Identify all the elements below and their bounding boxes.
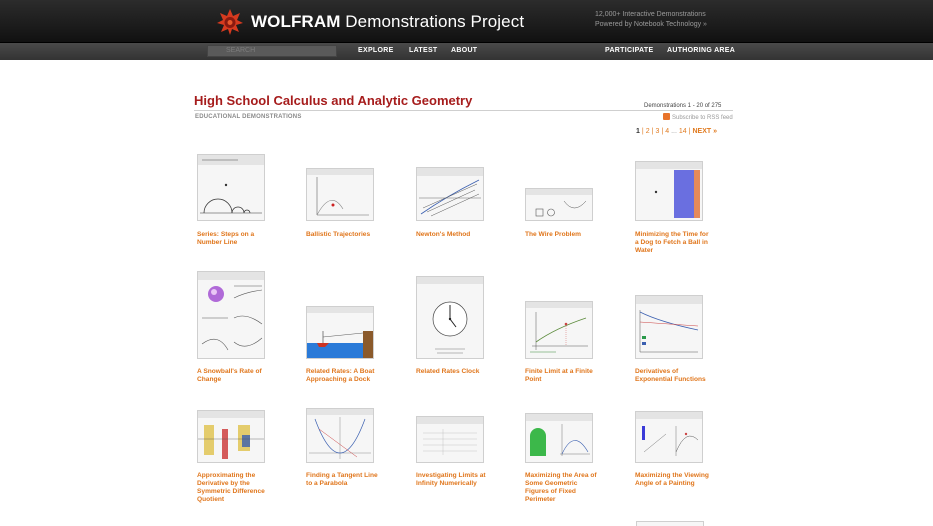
demo-title-link[interactable]: Minimizing the Time for a Dog to Fetch a Ball in Water xyxy=(635,231,709,254)
page-link[interactable]: 3 xyxy=(655,128,660,135)
demo-thumbnail[interactable] xyxy=(306,168,374,221)
rss-label: Subscribe to RSS feed xyxy=(672,115,733,121)
demo-title-link[interactable]: Series: Steps on a Number Line xyxy=(197,231,255,246)
nav-latest[interactable]: LATEST xyxy=(409,47,438,54)
demo-title-link[interactable]: Investigating Limits at Infinity Numerically xyxy=(416,472,486,487)
rss-link[interactable] xyxy=(663,113,733,121)
demo-title-link[interactable]: Finding a Tangent Line to a Parabola xyxy=(306,472,378,487)
site-brand-link[interactable]: WOLFRAM Demonstrations Project xyxy=(251,12,525,31)
site-header xyxy=(0,0,933,43)
page-link-last[interactable]: 14 xyxy=(678,128,687,135)
tagline-line-1: 12,000+ Interactive Demonstrations xyxy=(595,11,706,18)
demo-title-link[interactable]: Maximizing the Viewing Angle of a Painting xyxy=(635,472,709,487)
demo-thumbnail[interactable] xyxy=(635,411,703,463)
demo-thumbnail[interactable] xyxy=(306,306,374,359)
demo-title-link[interactable]: Finite Limit at a Finite Point xyxy=(525,368,593,383)
demo-title-link[interactable]: Related Rates: A Boat Approaching a Dock xyxy=(306,368,375,383)
main-navigation xyxy=(0,43,933,60)
nav-participate[interactable]: PARTICIPATE xyxy=(605,47,654,54)
demo-title-link[interactable]: The Wire Problem xyxy=(525,231,581,238)
page-ellipsis: ... xyxy=(671,128,677,135)
demo-title-link[interactable]: Approximating the Derivative by the Symmetric Difference Quotient xyxy=(197,472,265,503)
demo-title-link[interactable]: Newton's Method xyxy=(416,231,471,238)
nav-explore[interactable]: EXPLORE xyxy=(358,47,394,54)
header-tagline xyxy=(595,10,707,30)
page-subtitle: EDUCATIONAL DEMONSTRATIONS xyxy=(195,114,302,120)
demo-title-link[interactable]: Ballistic Trajectories xyxy=(306,231,371,238)
demo-thumbnail[interactable] xyxy=(636,521,704,526)
demo-title-link[interactable]: A Snowball's Rate of Change xyxy=(197,368,262,383)
demo-thumbnail[interactable] xyxy=(197,271,265,359)
notebook-technology-link[interactable]: Powered by Notebook Technology » xyxy=(595,21,707,28)
pagination: 1 | 2 | 3 | 4 ... 14 | NEXT » xyxy=(636,128,717,135)
demo-thumbnail[interactable] xyxy=(416,416,484,463)
demo-thumbnail[interactable] xyxy=(525,301,593,359)
page-link[interactable]: 2 xyxy=(645,128,650,135)
results-count: Demonstrations 1 - 20 of 275 xyxy=(644,103,722,109)
next-page-link[interactable]: NEXT » xyxy=(692,128,717,135)
demo-thumbnail[interactable] xyxy=(635,295,703,359)
title-divider xyxy=(194,110,733,111)
search-input[interactable]: SEARCH xyxy=(207,45,337,57)
demo-title-link[interactable]: Maximizing the Area of Some Geometric Figures of Fixed Perimeter xyxy=(525,472,597,503)
wolfram-spikey-logo-icon[interactable] xyxy=(216,8,244,36)
page-link[interactable]: 4 xyxy=(665,128,670,135)
page-current: 1 xyxy=(636,128,640,135)
demo-thumbnail[interactable] xyxy=(197,410,265,463)
demo-thumbnail[interactable] xyxy=(635,161,703,221)
demo-thumbnail[interactable] xyxy=(525,188,593,221)
demo-thumbnail[interactable] xyxy=(416,276,484,359)
demo-title-link[interactable]: Related Rates Clock xyxy=(416,368,480,375)
demo-title-link[interactable]: Derivatives of Exponential Functions xyxy=(635,368,706,383)
rss-icon xyxy=(663,113,670,120)
nav-about[interactable]: ABOUT xyxy=(451,47,478,54)
demo-thumbnail[interactable] xyxy=(525,413,593,463)
nav-authoring-area[interactable]: AUTHORING AREA xyxy=(667,47,736,54)
demo-thumbnail[interactable] xyxy=(197,154,265,221)
demo-thumbnail[interactable] xyxy=(416,167,484,221)
page-title: High School Calculus and Analytic Geometry xyxy=(194,93,473,108)
demo-thumbnail[interactable] xyxy=(306,408,374,463)
